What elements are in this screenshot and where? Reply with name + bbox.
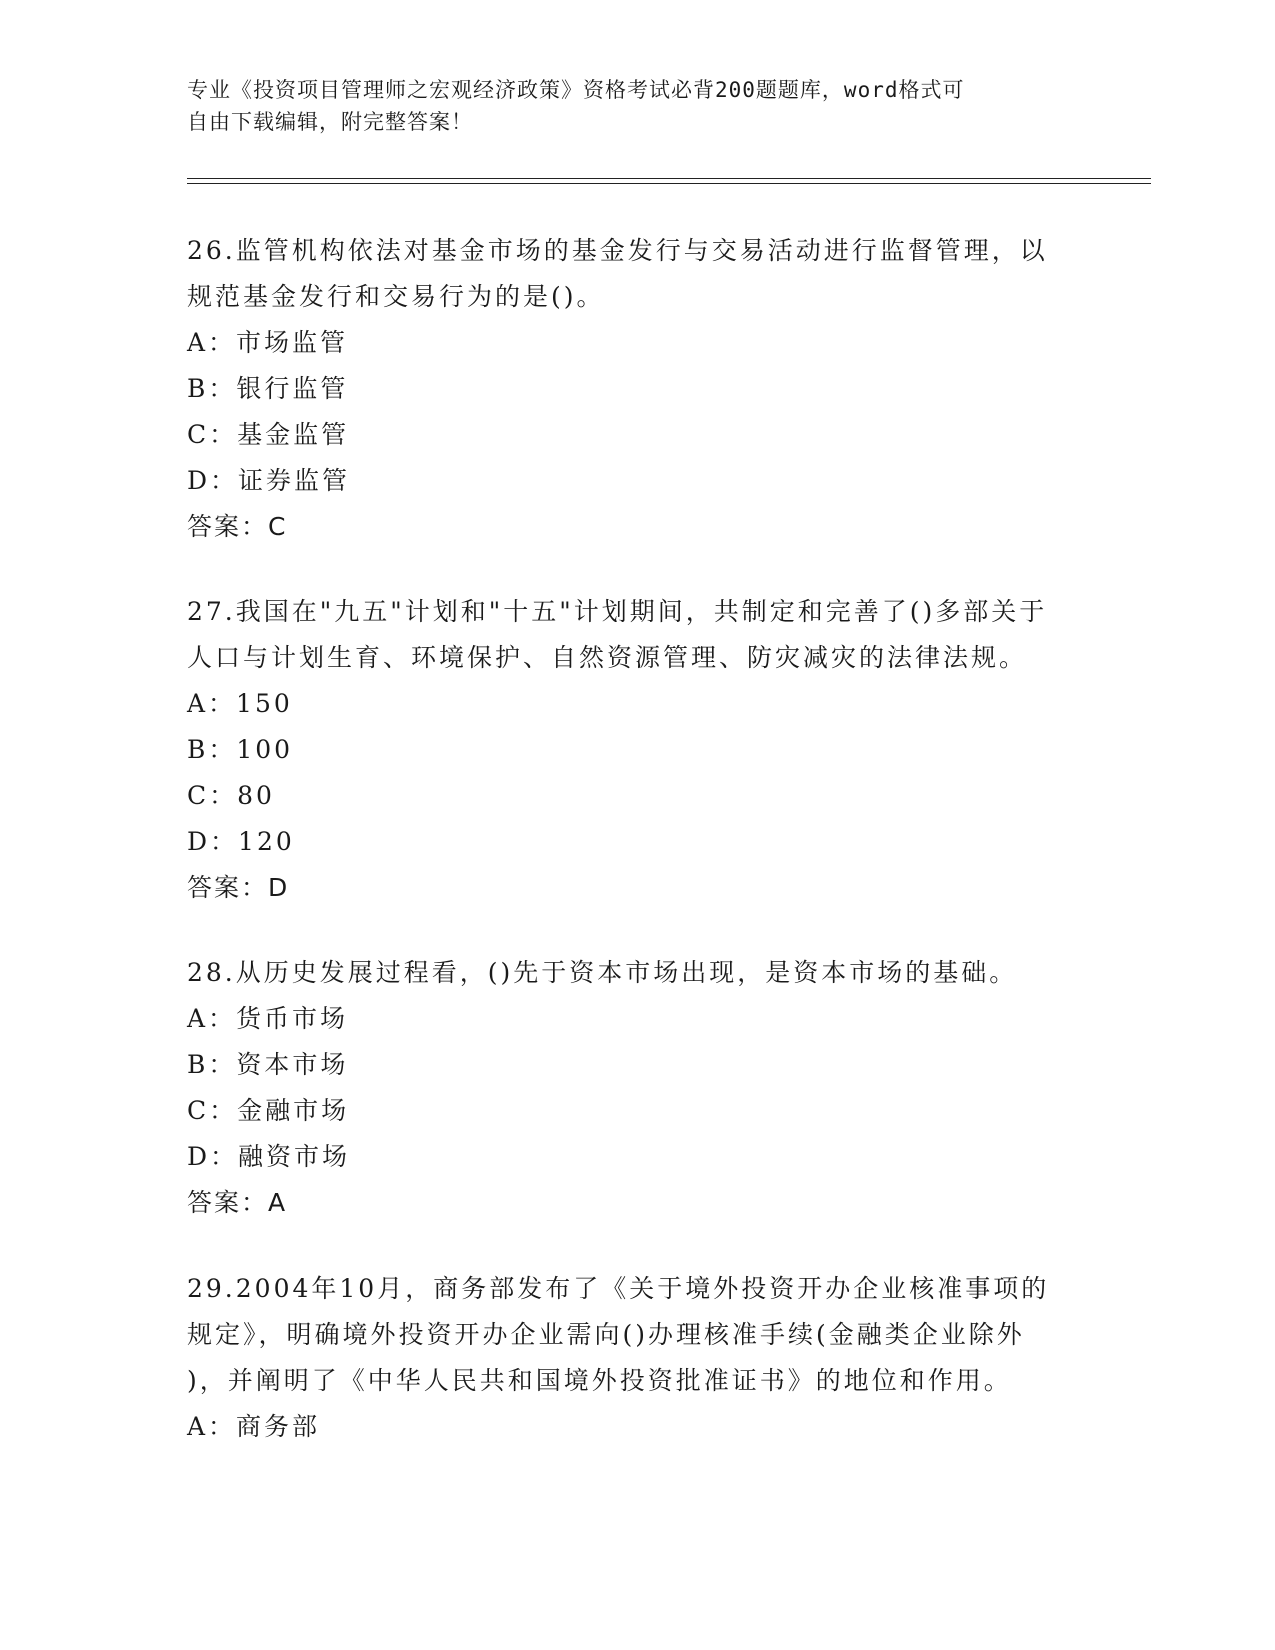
header-divider-top (187, 178, 1151, 179)
option-c: C：基金监管 (187, 420, 350, 449)
answer: 答案：A (187, 1188, 288, 1217)
question-29 (187, 1266, 1067, 1450)
option-b: B：银行监管 (187, 374, 349, 403)
option-a: A：市场监管 (187, 328, 349, 357)
question-27 (187, 589, 1067, 911)
question-stem-line: 27.我国在"九五"计划和"十五"计划期间，共制定和完善了()多部关于 (187, 597, 1048, 626)
option-a: A：150 (187, 689, 293, 718)
question-stem-line: 26.监管机构依法对基金市场的基金发行与交易活动进行监督管理，以 (187, 236, 1048, 265)
option-b: B：资本市场 (187, 1050, 349, 1079)
option-c: C：80 (187, 781, 275, 810)
option-a: A：商务部 (187, 1412, 321, 1441)
question-26 (187, 228, 1067, 550)
option-a: A：货币市场 (187, 1004, 349, 1033)
header-divider-bottom (187, 183, 1151, 184)
question-stem-line: 规范基金发行和交易行为的是()。 (187, 282, 605, 311)
question-stem-line: 规定》，明确境外投资开办企业需向()办理核准手续(金融类企业除外 (187, 1320, 1025, 1349)
answer: 答案：D (187, 873, 290, 902)
question-28 (187, 950, 1067, 1226)
option-d: D：120 (187, 827, 295, 856)
option-b: B：100 (187, 735, 294, 764)
question-stem-line: )，并阐明了《中华人民共和国境外投资批准证书》的地位和作用。 (187, 1366, 1012, 1395)
question-stem-line: 人口与计划生育、环境保护、自然资源管理、防灾减灾的法律法规。 (187, 643, 1028, 672)
header-line-1: 专业《投资项目管理师之宏观经济政策》资格考试必背200题题库，word格式可 (187, 78, 965, 102)
question-stem-line: 28.从历史发展过程看，()先于资本市场出现，是资本市场的基础。 (187, 958, 1018, 987)
answer: 答案：C (187, 512, 288, 541)
document-header (187, 74, 1087, 138)
header-line-2: 自由下载编辑，附完整答案！ (187, 110, 473, 134)
option-c: C：金融市场 (187, 1096, 350, 1125)
option-d: D：证券监管 (187, 466, 351, 495)
option-d: D：融资市场 (187, 1142, 351, 1171)
question-stem-line: 29.2004年10月，商务部发布了《关于境外投资开办企业核准事项的 (187, 1274, 1050, 1303)
